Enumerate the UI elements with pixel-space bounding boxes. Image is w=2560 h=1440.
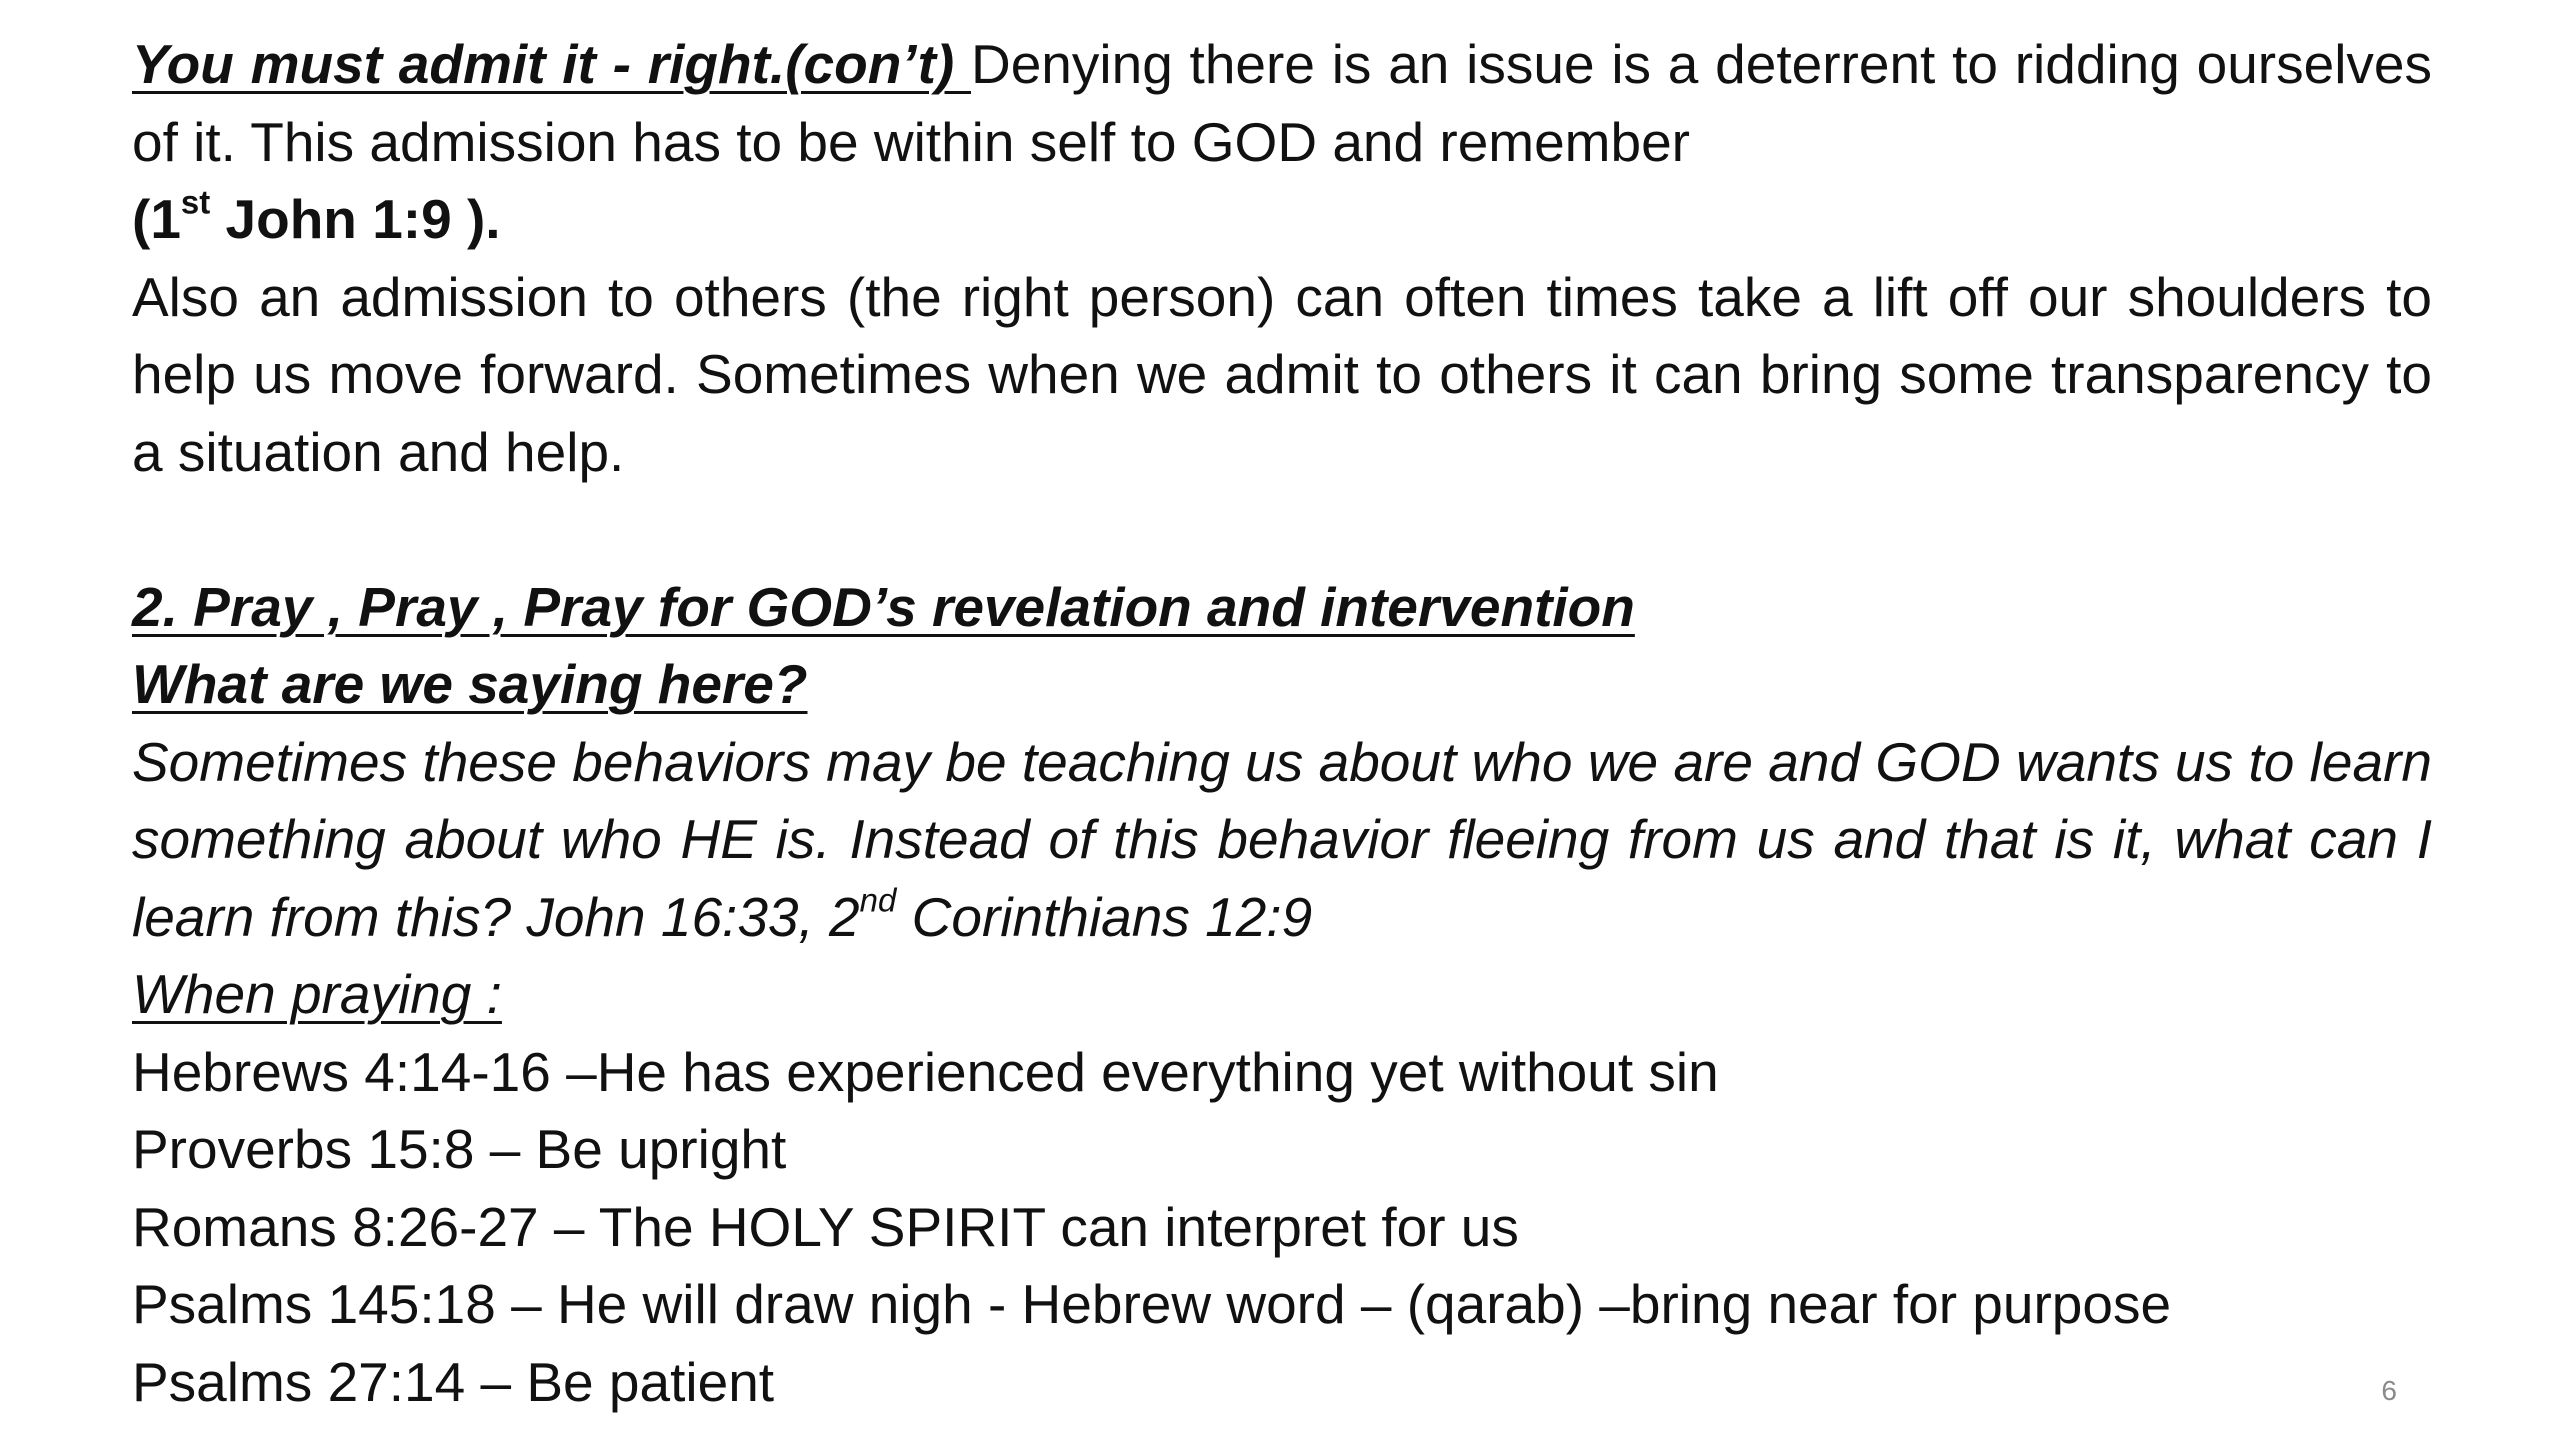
section-heading-pray: 2. Pray , Pray , Pray for GOD’s revelation and intervention bbox=[132, 575, 1635, 638]
reference-superscript: st bbox=[180, 183, 211, 221]
verse-line: Proverbs 15:8 – Be upright bbox=[132, 1118, 787, 1180]
subheading-what-are-we-saying: What are we saying here? bbox=[132, 653, 808, 715]
verse-line: Hebrews 4:14-16 –He has experienced everything yet without sin bbox=[132, 1040, 1719, 1103]
behaviors-text: Sometimes these behaviors may be teaching us about who we are and GOD wants us to learn something about who HE is. Instead of this behavior fleeing from us and that is it, what can I learn from this? John 16:33, 2 bbox=[132, 730, 2432, 948]
scripture-reference-1-john bbox=[132, 181, 2432, 259]
reference-rest: John 1:9 ). bbox=[210, 188, 501, 250]
verse-line: Psalms 27:14 – Be patient bbox=[132, 1350, 775, 1413]
verse-line: Romans 8:26-27 – The HOLY SPIRIT can interpret for us bbox=[132, 1195, 1519, 1258]
admission-to-others-paragraph: Also an admission to others (the right person) can often times take a lift off our shoulders to help us move forward. Sometimes when we admit to others it can bring some transparency to a situation and help. bbox=[132, 265, 2432, 483]
when-praying-label: When praying : bbox=[132, 963, 502, 1025]
admission-intro-text: Denying there is an issue is a deterrent to ridding ourselves of it. This admission has to be within self to GOD and remember bbox=[132, 33, 2433, 173]
section-heading-admit: You must admit it - right.(con’t) bbox=[132, 33, 971, 95]
reference-prefix: (1 bbox=[132, 188, 181, 250]
page-number: 6 bbox=[2381, 1375, 2397, 1406]
admission-paragraph bbox=[132, 26, 2432, 181]
corinthians-superscript: nd bbox=[859, 880, 897, 918]
paragraph-spacer bbox=[132, 491, 2432, 569]
verse-line: Psalms 145:18 – He will draw nigh - Hebrew word – (qarab) –bring near for purpose bbox=[132, 1273, 2172, 1335]
corinthians-reference: Corinthians 12:9 bbox=[896, 885, 1313, 948]
behaviors-teaching-paragraph bbox=[132, 724, 2432, 957]
slide-content bbox=[132, 26, 2432, 1421]
